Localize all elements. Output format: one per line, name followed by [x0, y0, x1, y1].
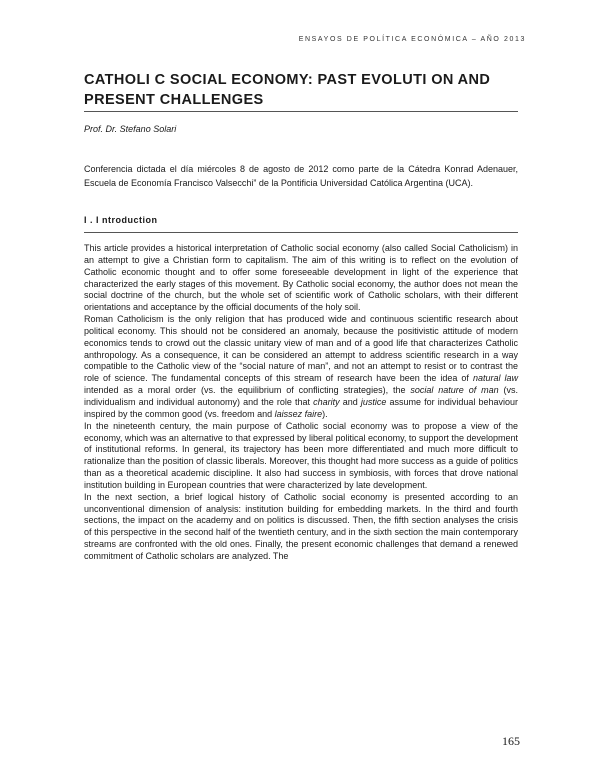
paragraph-2-text: (vs. individualism and individual autonomy) and the role that [84, 385, 519, 407]
paragraph-2-emphasis: justice [360, 396, 387, 407]
running-head: ENSAYOS DE POLÍTICA ECONÓMICA – AÑO 2013 [298, 36, 526, 43]
paragraph-1: This article provides a historical interpretation of Catholic social economy (also called Social Catholicism) in an attempt to give a Christian form to capitalism. The aim of this writing is to reflect on the evolution of Catholic economic thought and to offer some foreseeable development in light of the experience that characterized the early stages of this movement. By Catholic social economy, the author does not mean the social doctrine of the church, but the whole set of scientific work of Catholic scholars, with their different orientations and acceptance by the official documents of the holy soil. [84, 243, 518, 313]
article-title: CATHOLI C SOCIAL ECONOMY: PAST EVOLUTI ON AND PRESENT CHALLENGES [84, 72, 491, 108]
paragraph-2-emphasis: charity [313, 396, 340, 407]
paragraph-2-text: and [339, 396, 361, 407]
section-divider [84, 232, 518, 233]
conference-note: Conferencia dictada el día miércoles 8 de agosto de 2012 como parte de la Cátedra Konrad Adenauer, Escuela de Economía Francisco Valsecchi” de la Pontificia Universidad Católica Argentina (UCA). [84, 164, 518, 188]
paragraph-2-text: intended as a moral order (vs. the equilibrium of conflicting strategies), the [84, 385, 411, 396]
page-number: 165 [502, 734, 520, 748]
paragraph-2-text: Roman Catholicism is the only religion that has produced wide and continuous scientific research about political economy. This should not be considered an anomaly, because the positivistic attitude of modern economics tends to crowd out the classic unitary view of man and of a good life that characterizes Catholic anthropology. As a consequence, it can be considered an attempt to address scientific research in a way compatible to the Catholic view of the “social nature of man”, and not an attempt to resist or to contrast the role of science. The fundamental concepts of this stream of research have been the idea of [84, 314, 518, 384]
article-body [84, 243, 518, 563]
paragraph-2-emphasis: natural law [472, 373, 518, 384]
author-name: Prof. Dr. Stefano Solari [84, 124, 177, 134]
section-heading: I . I ntroduction [84, 215, 158, 225]
paragraph-2-emphasis: social nature of man [410, 385, 499, 396]
paragraph-2-text: ). [322, 408, 328, 419]
paragraph-2 [84, 314, 518, 421]
paragraph-3: In the nineteenth century, the main purpose of Catholic social economy was to propose a view of the economy, which was an alternative to that expressed by liberal political economy, to support the development of institutional reforms. In general, its trajectory has been more differentiated and much more difficult to rationalize than the position of classic liberals. Moreover, this thought had more success as a guide of politics than as a theoretical academic discipline. It also had success in symbiosis, with forces that drove national institution building in European countries that were characterized by late development. [84, 420, 518, 490]
title-divider [84, 111, 518, 112]
paragraph-2-text: assume for individual behaviour inspired by the common good (vs. freedom and [84, 396, 518, 419]
paragraph-4: In the next section, a brief logical history of Catholic social economy is presented according to an unconventional dimension of analysis: institution building for embedding markets. In the third and fourth sections, the impact on the academy and on politics is discussed. Then, the fifth section analyses the crisis of this perspective in the second half of the twentieth century, and in the sixth section the main contemporary streams are confronted with the old ones. Finally, the present economic challenges that demand a renewed commitment of Catholic scholars are analyzed. The [84, 491, 518, 561]
paragraph-2-emphasis: laissez faire [274, 408, 323, 419]
